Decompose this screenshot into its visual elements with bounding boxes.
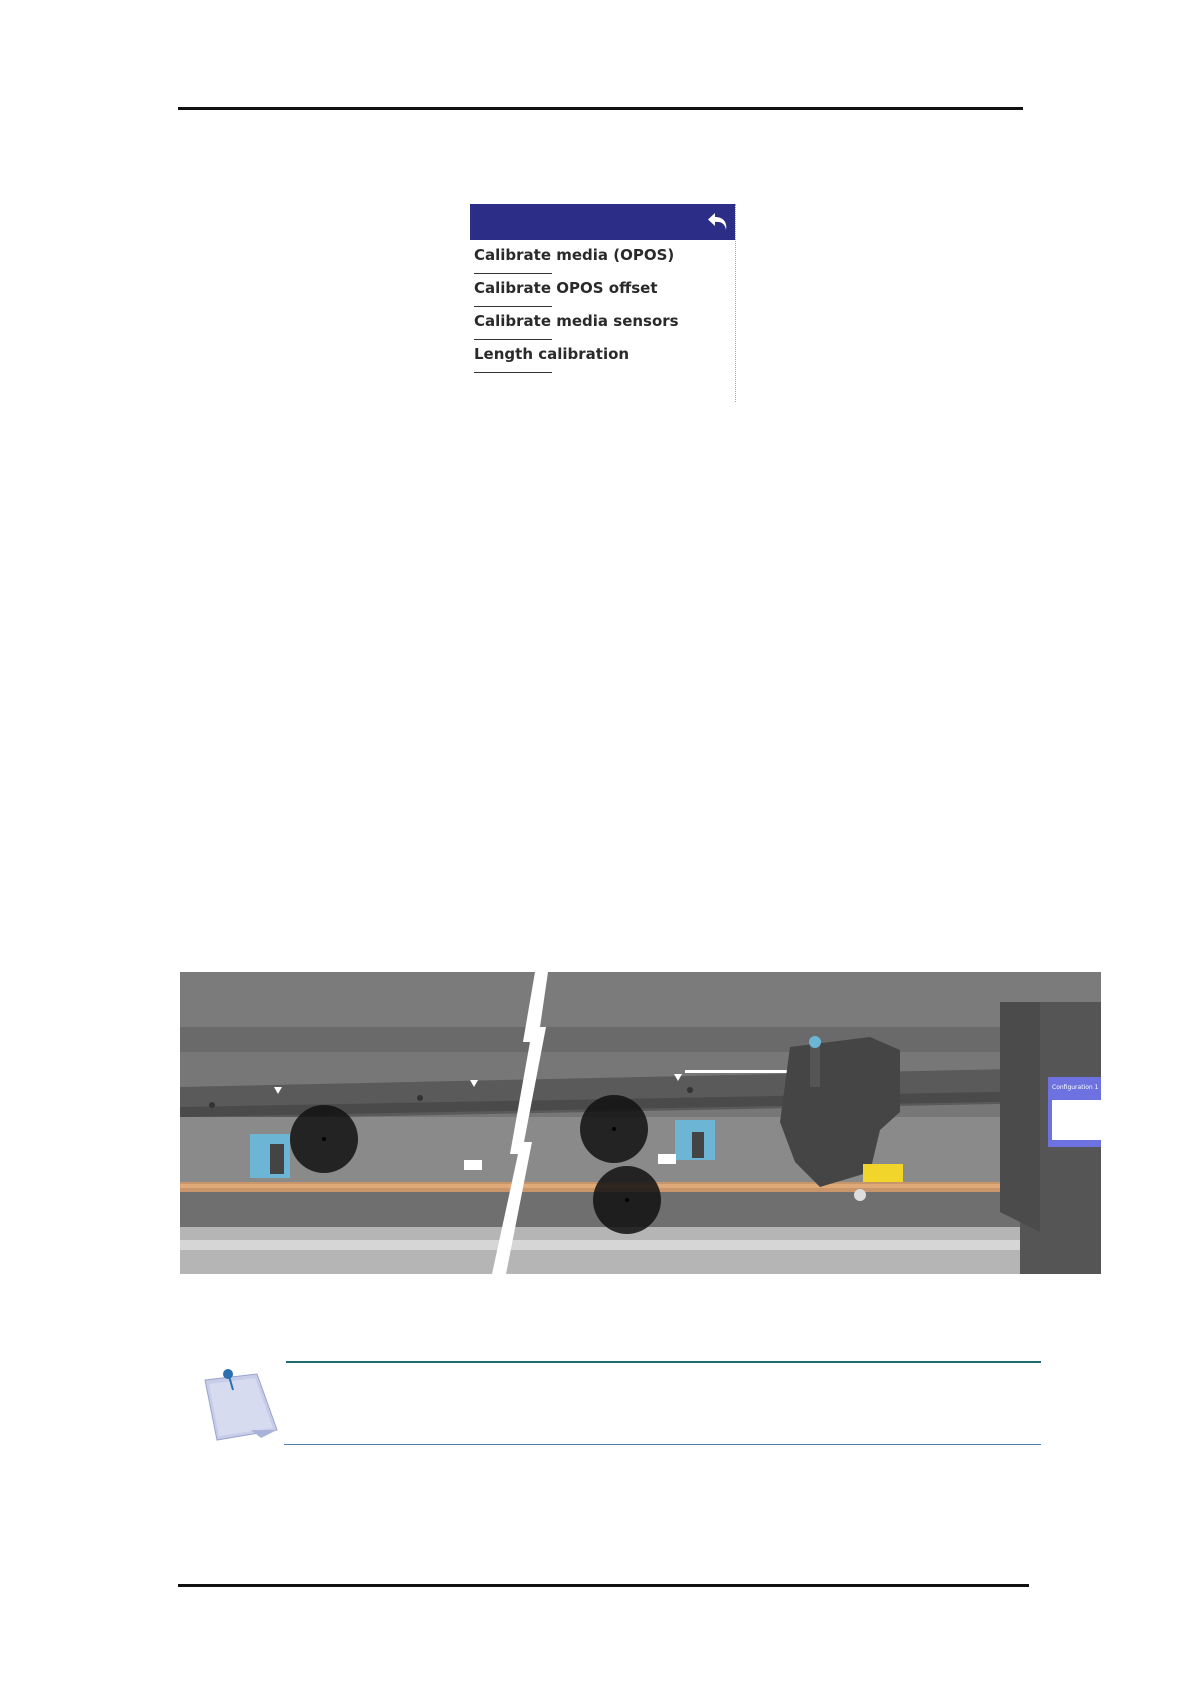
menu-item-underline [474, 339, 552, 340]
menu-header-bar [470, 204, 735, 240]
menu-item-label: Calibrate OPOS offset [474, 279, 658, 297]
pinned-note-icon [199, 1368, 279, 1444]
header-rule [178, 107, 1023, 110]
note-top-rule [286, 1361, 1041, 1363]
menu-item-label: Length calibration [474, 345, 630, 363]
menu-item-calibrate-media-opos[interactable] [474, 242, 724, 274]
menu-item-underline [474, 372, 552, 373]
note-bottom-rule [284, 1444, 1041, 1445]
menu-item-length-calibration[interactable] [474, 341, 724, 373]
calibration-menu [470, 204, 736, 402]
cutter-illustration [180, 972, 1101, 1274]
menu-item-underline [474, 273, 552, 274]
menu-item-underline [474, 306, 552, 307]
menu-item-calibrate-opos-offset[interactable] [474, 275, 724, 307]
label-title: Configuration 1 [1052, 1084, 1099, 1091]
menu-item-label: Calibrate media (OPOS) [474, 246, 675, 264]
back-arrow-icon[interactable] [706, 210, 730, 234]
footer-rule [178, 1584, 1029, 1587]
menu-item-calibrate-media-sensors[interactable] [474, 308, 724, 340]
menu-item-label: Calibrate media sensors [474, 312, 679, 330]
